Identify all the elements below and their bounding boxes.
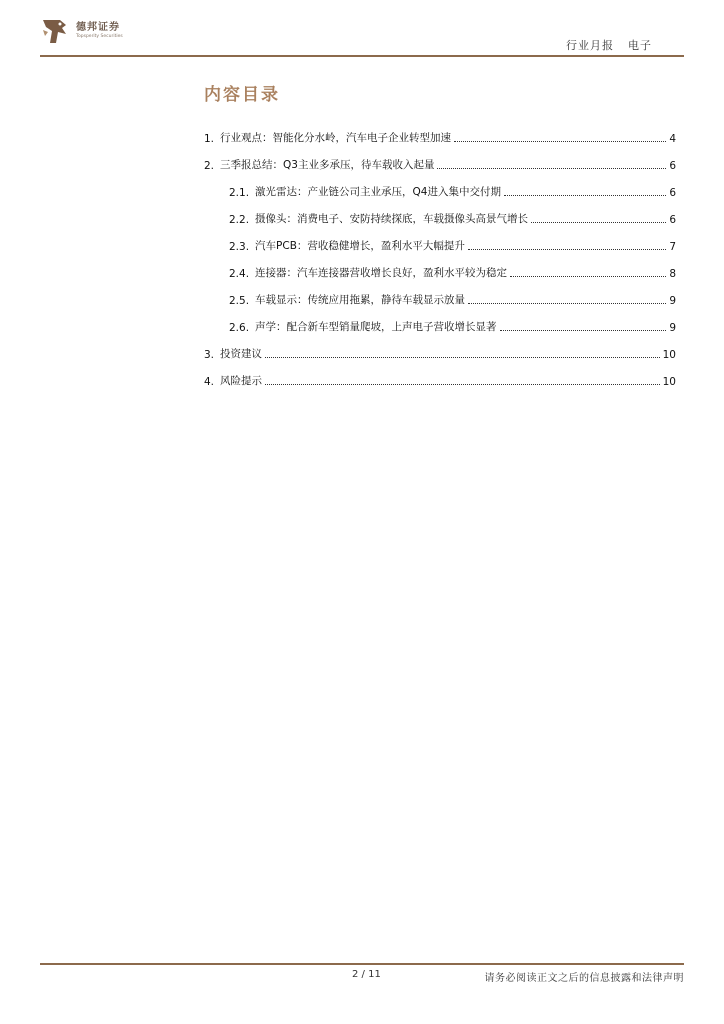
toc-entry-page: 6 xyxy=(669,187,676,199)
toc-entry-title: 声学：配合新车型销量爬坡，上声电子营收增长显著 xyxy=(255,321,497,333)
toc-entry-3[interactable] xyxy=(204,334,676,361)
toc-leader-dots xyxy=(454,141,666,142)
toc-entry-2-5[interactable] xyxy=(204,280,676,307)
page-indicator: 2 / 11 xyxy=(352,969,381,980)
brand-logo-icon xyxy=(40,16,70,46)
toc-entry-page: 10 xyxy=(662,376,676,388)
toc-entry-2-2[interactable] xyxy=(204,199,676,226)
header-rule xyxy=(40,55,684,57)
toc-entry-number: 2.5. xyxy=(229,295,250,307)
toc-entry-title: 激光雷达：产业链公司主业承压，Q4进入集中交付期 xyxy=(255,186,501,198)
company-logo xyxy=(40,16,123,46)
toc-leader-dots xyxy=(437,168,666,169)
toc-entry-number: 2.4. xyxy=(229,268,250,280)
toc-entry-number: 2.3. xyxy=(229,241,250,253)
toc-entry-page: 6 xyxy=(669,160,676,172)
toc-leader-dots xyxy=(531,222,666,223)
toc-leader-dots xyxy=(265,357,660,358)
toc-entry-number: 4. xyxy=(204,376,215,388)
brand-name-cn: 德邦证券 xyxy=(76,22,120,33)
brand-name-en: Topsperity Securities xyxy=(76,34,123,39)
table-of-contents xyxy=(204,118,676,388)
toc-entry-page: 10 xyxy=(662,349,676,361)
toc-leader-dots xyxy=(504,195,666,196)
toc-entry-title: 车载显示：传统应用拖累，静待车载显示放量 xyxy=(255,294,466,306)
toc-entry-4[interactable] xyxy=(204,361,676,388)
toc-entry-2-4[interactable] xyxy=(204,253,676,280)
report-type: 行业月报 xyxy=(566,39,614,52)
toc-entry-2-1[interactable] xyxy=(204,172,676,199)
toc-entry-page: 9 xyxy=(669,295,676,307)
toc-leader-dots xyxy=(468,303,666,304)
toc-entry-title: 行业观点：智能化分水岭，汽车电子企业转型加速 xyxy=(220,132,452,144)
toc-entry-title: 汽车PCB：营收稳健增长，盈利水平大幅提升 xyxy=(255,240,465,252)
toc-entry-number: 1. xyxy=(204,133,215,145)
toc-leader-dots xyxy=(468,249,666,250)
toc-leader-dots xyxy=(510,276,666,277)
toc-entry-2-6[interactable] xyxy=(204,307,676,334)
legal-disclaimer: 请务必阅读正文之后的信息披露和法律声明 xyxy=(484,973,684,984)
toc-entry-title: 投资建议 xyxy=(220,348,263,360)
toc-entry-title: 连接器：汽车连接器营收增长良好，盈利水平较为稳定 xyxy=(255,267,508,279)
toc-entry-title: 风险提示 xyxy=(220,375,263,387)
toc-entry-page: 4 xyxy=(669,133,676,145)
toc-leader-dots xyxy=(265,384,660,385)
toc-entry-page: 7 xyxy=(669,241,676,253)
toc-entry-2-3[interactable] xyxy=(204,226,676,253)
toc-entry-number: 2. xyxy=(204,160,215,172)
toc-entry-number: 2.1. xyxy=(229,187,250,199)
toc-entry-page: 6 xyxy=(669,214,676,226)
toc-entry-number: 2.2. xyxy=(229,214,250,226)
toc-title: 内容目录 xyxy=(204,85,280,105)
toc-entry-page: 8 xyxy=(669,268,676,280)
report-sector: 电子 xyxy=(628,39,652,52)
report-category xyxy=(566,37,652,53)
toc-entry-number: 3. xyxy=(204,349,215,361)
toc-entry-title: 摄像头：消费电子、安防持续探底，车载摄像头高景气增长 xyxy=(255,213,529,225)
toc-entry-2[interactable] xyxy=(204,145,676,172)
toc-entry-number: 2.6. xyxy=(229,322,250,334)
toc-entry-1[interactable] xyxy=(204,118,676,145)
toc-entry-title: 三季报总结：Q3主业多承压，待车载收入起量 xyxy=(220,159,435,171)
toc-entry-page: 9 xyxy=(669,322,676,334)
toc-leader-dots xyxy=(500,330,667,331)
footer-rule xyxy=(40,963,684,965)
